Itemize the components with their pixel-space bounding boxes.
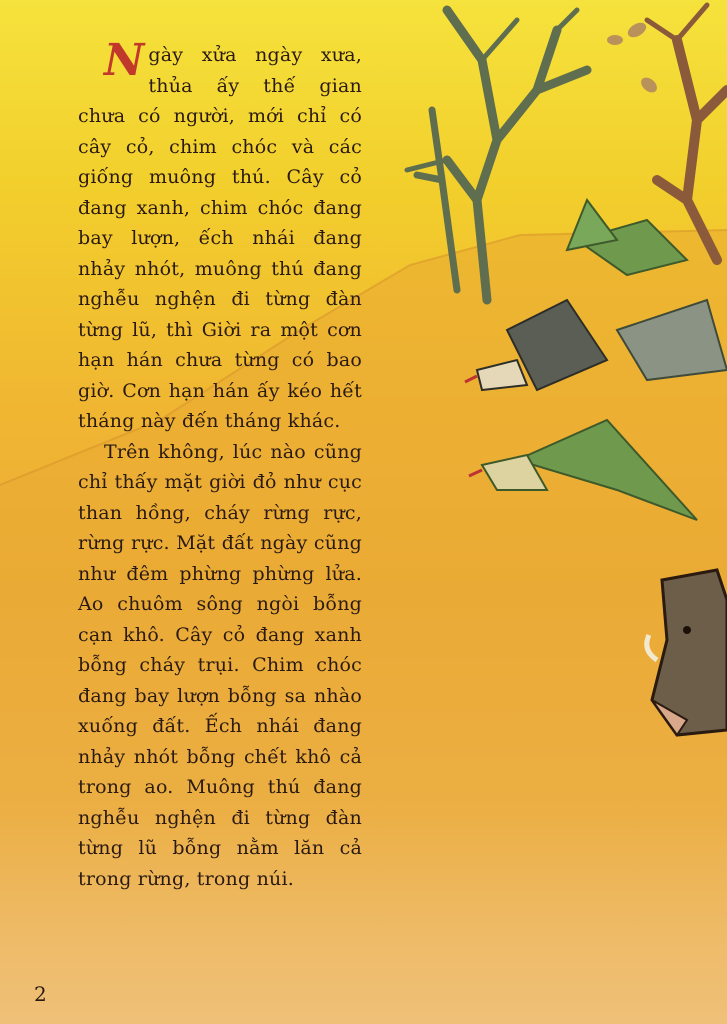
story-text: [78, 35, 362, 894]
page-number: 2: [34, 982, 47, 1006]
fallen-bird-gray-icon: [617, 300, 727, 380]
drop-cap: N: [104, 35, 145, 86]
dry-leaf-icon: [607, 20, 660, 96]
fallen-bird-dark-icon: [465, 300, 607, 390]
boar-head-icon: [647, 570, 727, 735]
paragraph-1-text: gày xửa ngày xưa, thủa ấy thế gian chưa có người, mới chỉ có cây cỏ, chim chóc và các giống muông thú. Cây cỏ đang xanh, chim chóc đang bay lượn, ếch nhái đang nhảy nhót, muông thú đang nghễu nghện đi từng đàn từng lũ, thì Giời ra một cơn hạn hán chưa từng có bao giờ. Cơn hạn hán ấy kéo hết tháng này đến tháng khác.: [78, 44, 362, 432]
fallen-bird-green-icon: [469, 420, 697, 520]
story-paragraph-2: Trên không, lúc nào cũng chỉ thấy mặt giời đỏ như cục than hồng, cháy rừng rực, rừng rực. Mặt đất ngày cũng như đêm phừng phừng lửa. Ao chuôm sông ngòi bỗng cạn khô. Cây cỏ đang xanh bỗng cháy trụi. Chim chóc đang bay lượn bỗng sa nhào xuống đất. Ếch nhái đang nhảy nhót bỗng chết khô cả trong ao. Muông thú đang nghễu nghện đi từng đàn từng lũ bỗng nằm lăn cả trong rừng, trong núi.: [78, 440, 362, 890]
dead-tree-right-icon: [647, 5, 727, 260]
dead-tree-icon: [407, 10, 587, 300]
fallen-bird-icon: [567, 200, 687, 275]
story-paragraph-1: [78, 35, 362, 437]
drought-illustration: [387, 0, 727, 760]
